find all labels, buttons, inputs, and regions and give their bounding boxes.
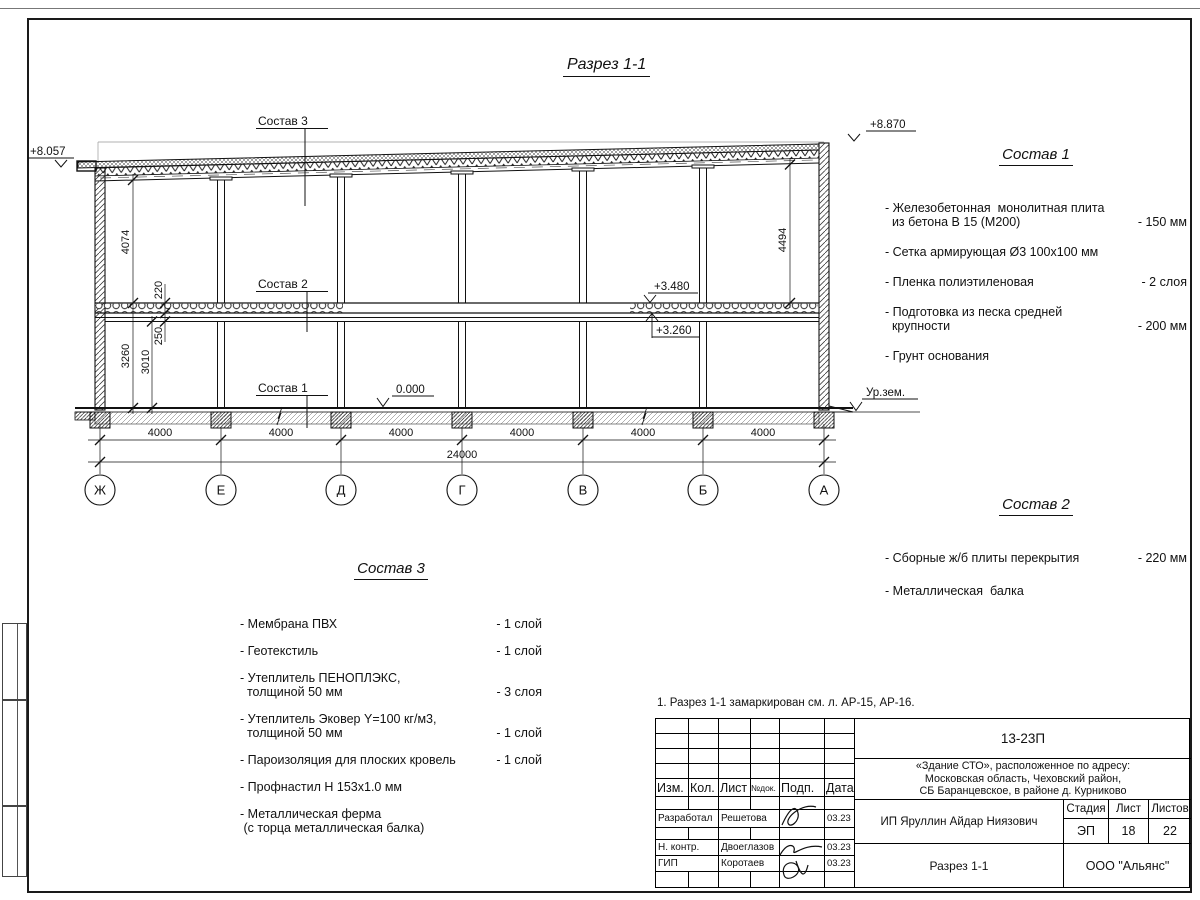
list-item: - Пленка полиэтиленовая - 2 слоя bbox=[885, 275, 1187, 289]
sheets-value: 22 bbox=[1163, 824, 1177, 838]
list-item: - Сборные ж/б плиты перекрытия - 220 мм bbox=[885, 551, 1187, 565]
date-cell: 03.23 bbox=[825, 810, 855, 828]
dim-label: 4000 bbox=[388, 427, 414, 439]
sostav1-block bbox=[885, 146, 1187, 379]
col-header-list: Лист bbox=[719, 779, 751, 797]
roof-assembly bbox=[77, 144, 819, 181]
col-header-podp: Подп. bbox=[780, 779, 825, 797]
dim-label: 4000 bbox=[750, 427, 776, 439]
list-item: - Профнастил Н 153х1.0 мм bbox=[240, 780, 403, 794]
name-cell: Решетова bbox=[719, 810, 780, 828]
list-item: - Металлическая балка bbox=[885, 584, 1024, 598]
axis-label: Д bbox=[336, 482, 346, 498]
margin-box bbox=[2, 700, 27, 806]
dim-label: 4074 bbox=[120, 229, 132, 255]
doc-number: 13-23П bbox=[855, 719, 1191, 759]
role-cell: ГИП bbox=[656, 856, 719, 872]
list-item: - Грунт основания bbox=[885, 349, 990, 363]
svg-text:Состав 2: Состав 2 bbox=[258, 277, 308, 291]
dim-label: 250 bbox=[153, 326, 165, 346]
role-cell: Разработал bbox=[656, 810, 719, 828]
elevation-floor bbox=[377, 384, 434, 407]
dim-label: 3260 bbox=[120, 343, 132, 369]
wall-right bbox=[819, 143, 829, 410]
name-cell: Двоеглазов bbox=[719, 840, 780, 856]
name-cell: Коротаев bbox=[719, 856, 780, 872]
sostav1-title: Состав 1 bbox=[885, 146, 1187, 163]
svg-text:Ур.зем.: Ур.зем. bbox=[866, 387, 906, 399]
axis-label: А bbox=[819, 482, 829, 498]
stage-value: ЭП bbox=[1064, 819, 1109, 843]
elevation-ground bbox=[850, 387, 918, 411]
dim-label: 4494 bbox=[777, 227, 789, 253]
svg-text:Состав 1: Состав 1 bbox=[258, 381, 308, 395]
axis-label: Ж bbox=[93, 482, 107, 498]
drawing-name: Разрез 1-1 bbox=[855, 844, 1064, 887]
list-item: - Подготовка из песка средней крупности - 200 мм bbox=[885, 305, 1187, 333]
title-block-revision-grid bbox=[656, 719, 855, 887]
col-header-izm: Изм. bbox=[656, 779, 689, 797]
svg-text:0.000: 0.000 bbox=[396, 384, 425, 396]
axis-label: Е bbox=[216, 482, 226, 498]
date-cell: 03.23 bbox=[825, 856, 855, 872]
sheet-value: 18 bbox=[1109, 819, 1149, 843]
stage-grid bbox=[1064, 800, 1191, 843]
span-dimension-labels bbox=[148, 427, 775, 461]
dim-label: 4000 bbox=[630, 427, 656, 439]
margin-box bbox=[2, 623, 27, 700]
sheet-note: 1. Разрез 1-1 замаркирован см. л. АР-15, АР-16. bbox=[657, 697, 915, 709]
list-item: - Пароизоляция для плоских кровель - 1 слой bbox=[240, 753, 542, 767]
svg-text:Состав 3: Состав 3 bbox=[258, 114, 308, 128]
dim-label: 4000 bbox=[147, 427, 173, 439]
role-cell: Н. контр. bbox=[656, 840, 719, 856]
sostav2-title: Состав 2 bbox=[885, 496, 1187, 513]
sostav3-title: Состав 3 bbox=[240, 560, 542, 577]
col-header-data: Дата bbox=[825, 779, 855, 797]
elevation-roof-left bbox=[28, 146, 74, 167]
project-description: «Здание СТО», расположенное по адресу: Московская область, Чеховский район, СБ Баранцевское, в районе д. Курниково bbox=[855, 759, 1191, 800]
dim-label: 4000 bbox=[268, 427, 294, 439]
page-title: Разрез 1-1 bbox=[563, 56, 650, 77]
dim-label: 3010 bbox=[140, 349, 152, 375]
title-block-main bbox=[855, 719, 1191, 887]
client-name: ИП Яруллин Айдар Ниязович bbox=[855, 800, 1064, 843]
elevation-roof-right bbox=[848, 119, 916, 141]
left-dimension-labels bbox=[120, 230, 165, 374]
list-item: - Мембрана ПВХ - 1 слой bbox=[240, 617, 542, 631]
sheet-label: Лист bbox=[1109, 800, 1149, 818]
list-item: - Утеплитель Эковер Y=100 кг/м3, толщиной 50 мм - 1 слой bbox=[240, 712, 542, 740]
svg-text:+3.260: +3.260 bbox=[656, 325, 692, 337]
col-header-kol: Кол. bbox=[689, 779, 719, 797]
dim-label: 220 bbox=[153, 280, 165, 300]
list-item: - Утеплитель ПЕНОПЛЭКС, толщиной 50 мм - 3 слоя bbox=[240, 671, 542, 699]
ground-floor bbox=[75, 406, 920, 428]
floor-slab bbox=[95, 303, 819, 322]
list-item: - Железобетонная монолитная плита из бетона В 15 (М200) - 150 мм bbox=[885, 201, 1187, 229]
wall-left bbox=[95, 168, 105, 410]
title-block bbox=[655, 718, 1190, 888]
axis-label: Б bbox=[698, 482, 708, 498]
company-name: ООО "Альянс" bbox=[1085, 858, 1170, 873]
margin-box bbox=[2, 806, 27, 877]
axis-label: В bbox=[578, 482, 588, 498]
sostav3-block bbox=[240, 560, 542, 848]
dim-label: 4000 bbox=[509, 427, 535, 439]
sheets-label: Листов bbox=[1151, 803, 1189, 815]
list-item: - Металлическая ферма (с торца металлическая балка) bbox=[240, 807, 425, 835]
axis-bubbles bbox=[85, 475, 839, 505]
svg-text:+8.057: +8.057 bbox=[30, 146, 66, 158]
stage-label: Стадия bbox=[1064, 800, 1109, 818]
dim-label-total: 24000 bbox=[446, 449, 478, 461]
list-item: - Геотекстиль - 1 слой bbox=[240, 644, 542, 658]
list-item: - Сетка армирующая Ø3 100х100 мм bbox=[885, 245, 1099, 259]
sostav2-block bbox=[885, 496, 1187, 617]
svg-text:+3.480: +3.480 bbox=[654, 281, 690, 293]
svg-text:+8.870: +8.870 bbox=[870, 119, 906, 131]
columns-lower bbox=[218, 322, 707, 409]
axis-label: Г bbox=[458, 482, 466, 498]
date-cell: 03.23 bbox=[825, 840, 855, 856]
col-header-ndok: №док. bbox=[751, 779, 780, 797]
elevation-slab-top bbox=[644, 281, 698, 303]
